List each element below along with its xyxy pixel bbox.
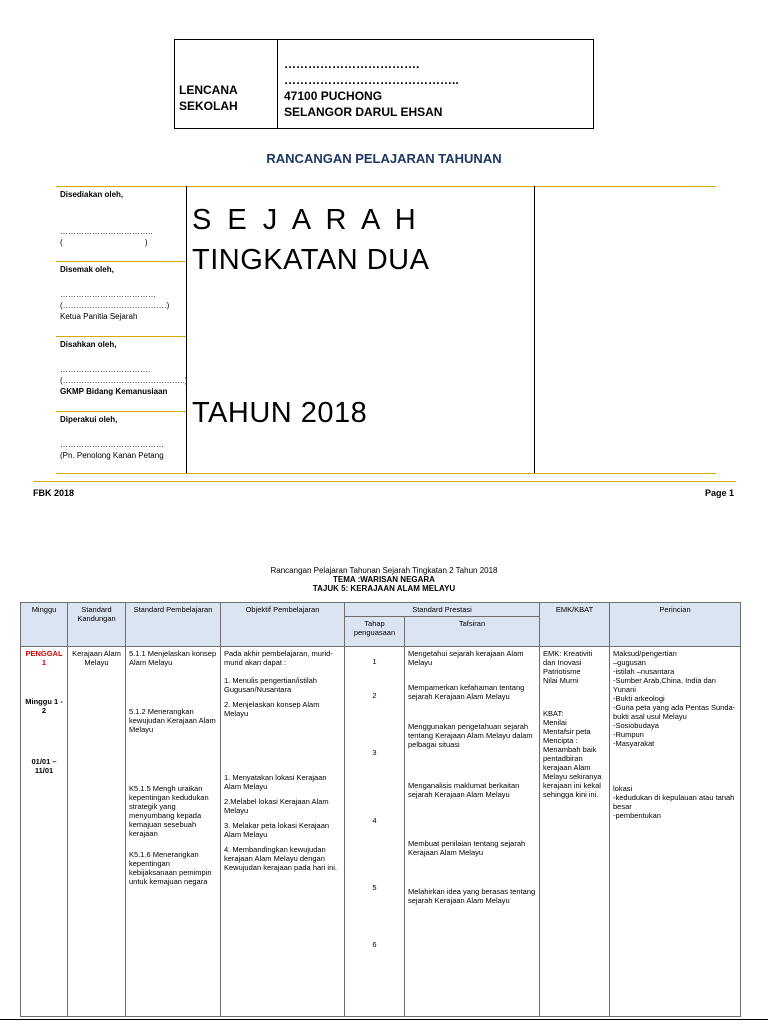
checked-dots: ……………………………… — [60, 290, 156, 299]
cell-tahap — [345, 647, 405, 1017]
frame-divider-right — [534, 186, 535, 473]
obj-item-3: 2. Menjelaskan konsep Alam Melayu — [224, 700, 320, 718]
badge-label-1: LENCANA — [179, 83, 238, 97]
checked-role: Ketua Panitia Sejarah — [60, 312, 138, 321]
sp-item-2: 5.1.2 Menerangkan kewujudan Kerajaan Alam Melayu — [129, 707, 216, 734]
approved-block — [60, 339, 188, 397]
col-tahap: Tahap penguasaan — [345, 617, 405, 647]
col-sprestasi: Standard Prestasi — [345, 603, 540, 617]
obj-item-6: 3. Melakar peta lokasi Kerajaan Alam Melayu — [224, 821, 330, 839]
endorsed-block — [60, 414, 164, 461]
col-tafsiran: Tafsiran — [405, 617, 540, 647]
footer-left: FBK 2018 — [33, 488, 75, 498]
col-emk: EMK/KBAT — [540, 603, 610, 647]
col-objektif: Objektif Pembelajaran — [221, 603, 345, 647]
plan-table — [20, 602, 741, 1017]
approved-role: GKMP Bidang Kemanusiaan — [60, 387, 168, 396]
kbat-block: KBAT: Menilai Mentafsir peta Mencipta : Menambah baik pentadbiran kerajaan Alam Melayu sekiranya kerajaan ini kekal sehingga kini ini. — [543, 709, 602, 799]
cell-sk: Kerajaan Alam Melayu — [68, 647, 126, 1017]
tahap-5: 5 — [372, 883, 377, 892]
obj-item-1: Pada akhir pembelajaran, murid-murid akan dapat : — [224, 649, 333, 667]
col-minggu: Minggu — [21, 603, 68, 647]
perincian-block-1: Maksud/pengertian –gugusan -istilah –nusantara -Sumber Arab,China, India dan Yunani -Bukti arkeologi -Guna peta yang ada Pentas Sunda-bukti asal usul Melayu -Sosiobudaya -Rumpun -Masyarakat — [613, 649, 736, 748]
sp-item-1: 5.1.1 Menjelaskan konsep Alam Melayu — [129, 649, 217, 667]
tafsiran-6: Melahirkan idea yang berasas tentang sejarah Kerajaan Alam Melayu — [408, 887, 536, 905]
cell-perincian — [610, 647, 741, 1017]
plan-heading-2: TEMA :WARISAN NEGARA — [333, 575, 435, 584]
checked-label: Disemak oleh, — [60, 265, 114, 274]
cell-objektif — [221, 647, 345, 1017]
table-header-row — [21, 603, 741, 617]
tahap-1: 1 — [372, 657, 377, 666]
prepared-block — [60, 189, 152, 248]
address-line-4: SELANGOR DARUL EHSAN — [284, 105, 443, 119]
week-label: Minggu 1 - 2 — [25, 697, 63, 715]
plan-heading-1: Rancangan Pelajaran Tahunan Sejarah Tingkatan 2 Tahun 2018 — [270, 566, 498, 575]
approved-paren: (……………………………………….) — [60, 376, 188, 385]
checked-block — [60, 264, 169, 322]
obj-item-5: 2.Melabel lokasi Kerajaan Alam Melayu — [224, 797, 329, 815]
address-line-2: …………………………………….. — [284, 73, 459, 87]
approved-label: Disahkan oleh, — [60, 340, 117, 349]
obj-item-2: 1. Menulis pengertian/istilah Gugusan/Nusantara — [224, 676, 317, 694]
year-title: TAHUN 2018 — [192, 397, 368, 429]
school-header-box — [174, 39, 594, 129]
tahap-3: 3 — [372, 748, 377, 757]
frame-top-line — [56, 186, 716, 187]
footer-separator — [33, 481, 736, 482]
term-label: PENGGAL 1 — [25, 649, 63, 667]
footer-right: Page 1 — [704, 488, 734, 498]
plan-title: RANCANGAN PELAJARAN TAHUNAN — [266, 151, 502, 166]
tafsiran-3: Menggunakan pengetahuan sejarah tentang Kerajaan Alam Melayu dalam pelbagai situasi — [408, 722, 533, 749]
frame-divider-left — [186, 186, 187, 473]
address-line-3: 47100 PUCHONG — [284, 89, 383, 103]
form-title: TINGKATAN DUA — [192, 244, 430, 276]
tahap-4: 4 — [372, 816, 377, 825]
cell-tafsiran — [405, 647, 540, 1017]
frame-bottom-line — [56, 473, 716, 474]
sign-separator-1 — [56, 261, 186, 262]
school-badge-area — [175, 40, 278, 128]
badge-label-2: SEKOLAH — [179, 99, 238, 113]
tafsiran-2: Mempamerkan kefahaman tentang sejarah Kerajaan Alam Melayu — [408, 683, 525, 701]
tafsiran-5: Membuat penilaian tentang sejarah Kerajaan Alam Melayu — [408, 839, 526, 857]
tahap-6: 6 — [372, 940, 377, 949]
col-sp: Standard Pembelajaran — [126, 603, 221, 647]
endorsed-label: Diperakui oleh, — [60, 415, 118, 424]
sign-separator-2 — [56, 336, 186, 337]
tafsiran-4: Menganalisis maklumat berkaitan sejarah Kerajaan Alam Melayu — [408, 781, 520, 799]
subject-title: S E J A R A H — [192, 204, 420, 236]
endorsed-dots: ………………………………… — [60, 440, 164, 449]
sp-item-3: K5.1.5 Mengh uraikan kepentingan kedudukan strategik yang menyumbang kepada kemajuan sesebuah kerajaan — [129, 784, 209, 838]
checked-paren: (…………………………………) — [60, 301, 170, 310]
cell-minggu — [21, 647, 68, 1017]
cell-sp — [126, 647, 221, 1017]
tafsiran-1: Mengetahui sejarah kerajaan Alam Melayu — [408, 649, 524, 667]
date-range: 01/01 – 11/01 — [31, 757, 57, 775]
address-line-1: ……………………………. — [284, 57, 420, 71]
plan-heading-3: TAJUK 5: KERAJAAN ALAM MELAYU — [312, 584, 456, 593]
sp-item-4: K5.1.6 Menerangkan kepentingan kebijaksanaan pemimpin untuk kemajuan negara — [129, 850, 212, 886]
col-sk: Standard Kandungan — [68, 603, 126, 647]
school-address — [278, 40, 593, 128]
sign-separator-3 — [56, 411, 186, 412]
approved-dots: ……………………………. — [60, 365, 151, 374]
prepared-label: Disediakan oleh, — [60, 190, 124, 199]
tahap-2: 2 — [372, 691, 377, 700]
endorsed-role: (Pn. Penolong Kanan Petang — [60, 451, 164, 460]
obj-item-4: 1. Menyatakan lokasi Kerajaan Alam Melayu — [224, 773, 327, 791]
prepared-paren: ( ) — [60, 238, 148, 247]
page-bottom-line — [0, 1019, 768, 1020]
cell-emk — [540, 647, 610, 1017]
col-perincian: Perincian — [610, 603, 741, 647]
perincian-block-2: lokasi -kedudukan di kepulauan atau tanah besar -pembentukan — [613, 784, 735, 820]
obj-item-7: 4. Membandingkan kewujudan kerajaan Alam Melayu dengan Kewujudan kerajaan pada hari ini. — [224, 845, 337, 872]
prepared-dots: …………………………….. — [60, 227, 153, 236]
table-row — [21, 647, 741, 1017]
emk-block: EMK: Kreativiti dan Inovasi Patriotisme Nilai Murni — [543, 649, 593, 685]
